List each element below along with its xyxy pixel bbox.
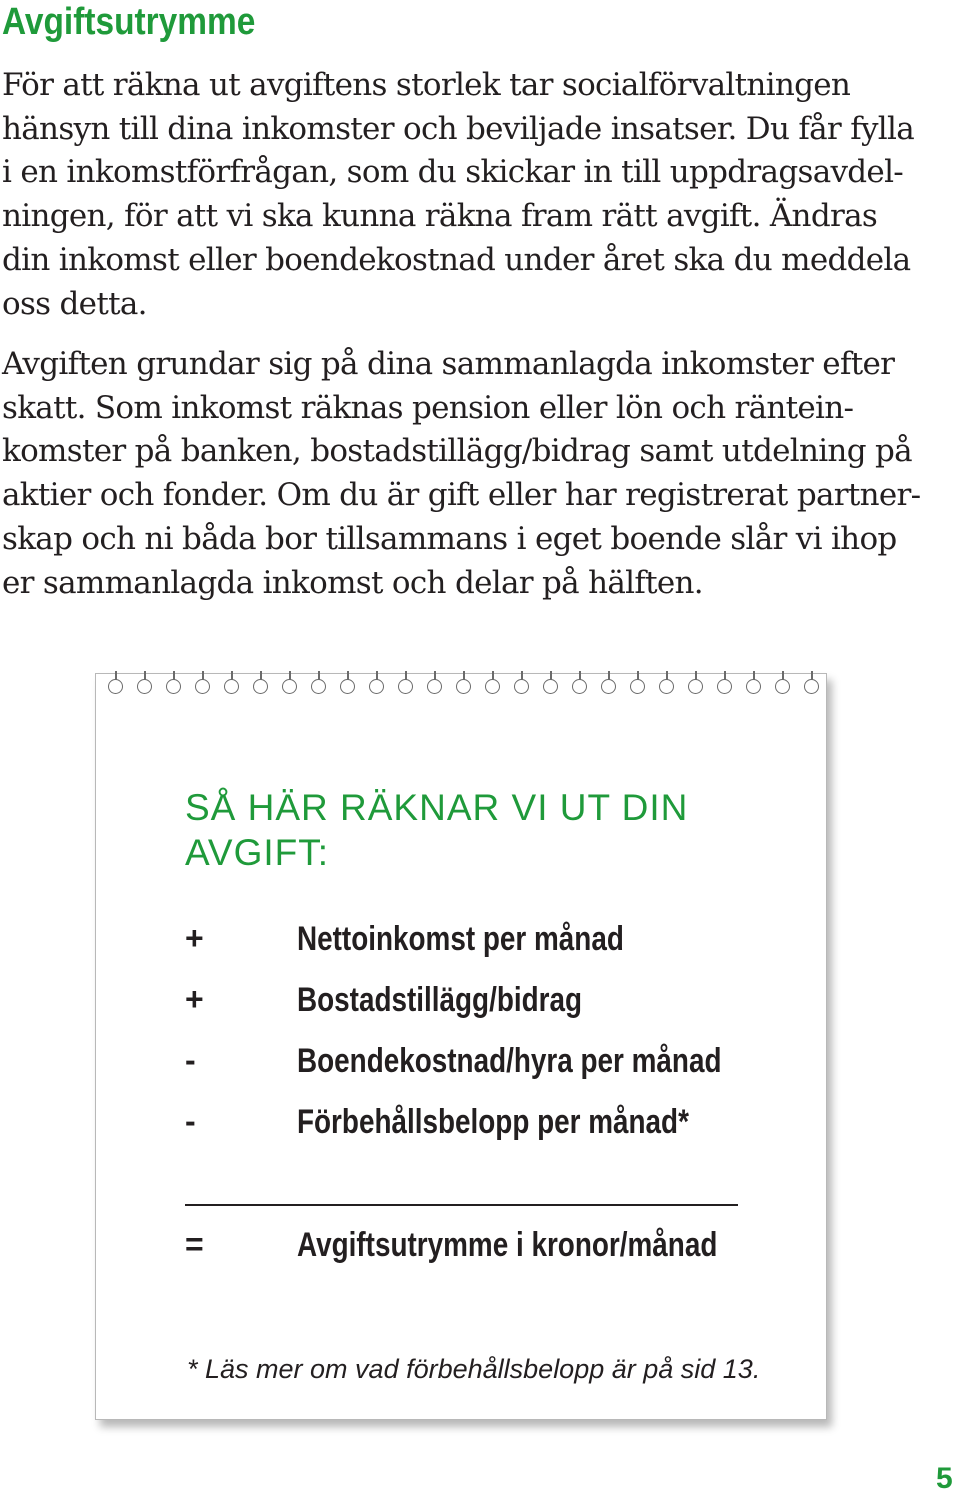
- income-paragraph: [2, 343, 960, 605]
- footnote: * Läs mer om vad förbehållsbelopp är på sid 13.: [187, 1354, 761, 1384]
- binding-ring-icon: [775, 679, 790, 694]
- calc-row-label: Nettoinkomst per månad: [297, 920, 624, 958]
- income-line: aktier och fonder. Om du är gift eller har registrerat partner-: [2, 477, 921, 514]
- intro-line: din inkomst eller boendekostnad under året ska du meddela: [2, 241, 911, 278]
- calculation-heading: [185, 785, 688, 875]
- binding-ring-icon: [427, 679, 442, 694]
- intro-line: i en inkomstförfrågan, som du skickar in till uppdragsavdel-: [2, 154, 904, 191]
- binding-ring-icon: [659, 679, 674, 694]
- calculation-heading-line: AVGIFT:: [185, 832, 330, 873]
- binding-ring-icon: [601, 679, 616, 694]
- binding-ring-icon: [630, 679, 645, 694]
- binding-ring-icon: [166, 679, 181, 694]
- plus-operator: +: [185, 981, 204, 1017]
- intro-line: hänsyn till dina inkomster och beviljade insatser. Du får fylla: [2, 110, 914, 147]
- calc-row-housing-allowance: [185, 981, 785, 1031]
- calc-result-label: Avgiftsutrymme i kronor/månad: [297, 1226, 718, 1264]
- spiral-binding: [96, 671, 826, 701]
- minus-operator: -: [185, 1042, 196, 1078]
- calc-row-label: Bostadstillägg/bidrag: [297, 981, 583, 1019]
- intro-line: För att räkna ut avgiftens storlek tar socialförvaltningen: [2, 67, 851, 103]
- calculation-notepad: [95, 673, 827, 1420]
- binding-ring-icon: [514, 679, 529, 694]
- binding-ring-icon: [746, 679, 761, 694]
- binding-ring-icon: [137, 679, 152, 694]
- intro-paragraph: [2, 64, 960, 326]
- page-title: Avgiftsutrymme: [2, 1, 256, 43]
- page-number: 5: [936, 1462, 953, 1495]
- calc-row-housing-cost: [185, 1042, 785, 1092]
- income-line: komster på banken, bostadstillägg/bidrag samt utdelning på: [2, 433, 912, 470]
- binding-ring-icon: [340, 679, 355, 694]
- equals-operator: =: [185, 1226, 204, 1262]
- plus-operator: +: [185, 920, 204, 956]
- calc-result-row: [185, 1226, 785, 1276]
- binding-ring-icon: [717, 679, 732, 694]
- intro-line: ningen, för att vi ska kunna räkna fram rätt avgift. Ändras: [2, 198, 878, 235]
- income-line: skatt. Som inkomst räknas pension eller lön och räntein-: [2, 389, 854, 426]
- binding-ring-icon: [398, 679, 413, 694]
- calc-row-reserved-amount: [185, 1103, 785, 1153]
- income-line: skap och ni båda bor tillsammans i eget boende slår vi ihop: [2, 520, 897, 557]
- intro-line: oss detta.: [2, 285, 147, 322]
- binding-ring-icon: [311, 679, 326, 694]
- calc-row-label: Förbehållsbelopp per månad*: [297, 1103, 689, 1141]
- binding-ring-icon: [543, 679, 558, 694]
- binding-ring-icon: [253, 679, 268, 694]
- calculation-heading-line: SÅ HÄR RÄKNAR VI UT DIN: [185, 787, 689, 828]
- minus-operator: -: [185, 1103, 196, 1139]
- binding-ring-icon: [485, 679, 500, 694]
- income-line: er sammanlagda inkomst och delar på hälften.: [2, 564, 703, 601]
- income-line: Avgiften grundar sig på dina sammanlagda inkomster efter: [2, 346, 895, 382]
- binding-ring-icon: [282, 679, 297, 694]
- binding-ring-icon: [804, 679, 819, 694]
- binding-ring-icon: [224, 679, 239, 694]
- binding-ring-icon: [108, 679, 123, 694]
- binding-ring-icon: [456, 679, 471, 694]
- binding-ring-icon: [369, 679, 384, 694]
- binding-ring-icon: [195, 679, 210, 694]
- binding-ring-icon: [572, 679, 587, 694]
- binding-ring-icon: [688, 679, 703, 694]
- calc-row-label: Boendekostnad/hyra per månad: [297, 1042, 722, 1080]
- calc-row-net-income: [185, 920, 785, 970]
- sum-divider: [185, 1204, 738, 1206]
